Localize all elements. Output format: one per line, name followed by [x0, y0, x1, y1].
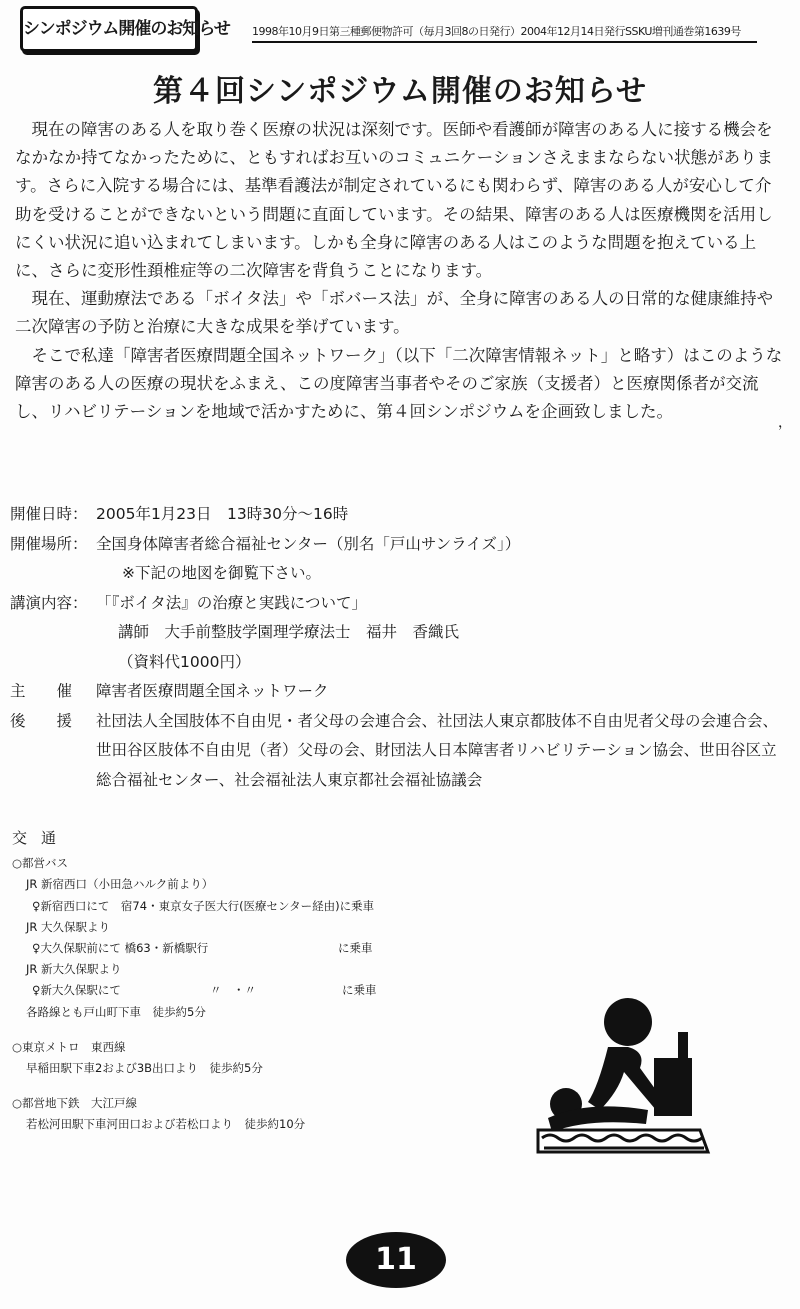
- metro-heading: ○東京メトロ 東西線: [12, 1039, 126, 1054]
- subway-heading: ○都営地下鉄 大江戸線: [12, 1096, 138, 1111]
- bus-stop-icon: ♀: [32, 898, 41, 913]
- host-label: 主 催: [10, 682, 73, 700]
- bus-route-text: 新大久保駅にて: [40, 983, 121, 998]
- event-details: [10, 500, 790, 795]
- page-number: 11: [346, 1232, 446, 1288]
- date-label: 開催日時：: [10, 505, 88, 523]
- bus-stop-icon: ♀: [32, 941, 41, 956]
- paragraph: そこで私達「障害者医療問題全国ネットワーク」（以下「二次障害情報ネット」と略す）はこのような障害のある人の医療の現状をふまえ、この度障害当事者やそのご家族（支援者）と医療関係者が交流し、リハビリテーションを地域で活かすために、第４回シンポジウムを企画致しました。: [15, 345, 783, 422]
- host-value: 障害者医療問題全国ネットワーク: [96, 682, 329, 700]
- place-value: 全国身体障害者総合福祉センター（別名「戸山サンライズ」）: [96, 534, 521, 553]
- bus-board: に乗車: [338, 941, 373, 956]
- fee: （資料代1000円）: [118, 652, 251, 671]
- bus-heading: ○都営バス: [12, 856, 69, 871]
- bus-from: JR 大久保駅より: [26, 919, 111, 934]
- subway-detail: 若松河田駅下車河田口および若松口より 徒歩約10分: [26, 1117, 306, 1132]
- paragraph: 現在の障害のある人を取り巻く医療の状況は深刻です。医師や看護師が障害のある人に接する機会をなかなか持てなかったために、ともすればお互いのコミュニケーションさえままならない状態があります。さらに入院する場合には、基準看護法が制定されているにも関わらず、障害のある人が安心して介助を受けることができないという問題に直面しています。その結果、障害のある人は医療機関を活用しにくい状況に追い込まれてしまいます。しかも全身に障害のある人はこのような問題を抱えている上に、さらに変形性頚椎症等の二次障害を背負うことになります。: [15, 120, 774, 281]
- intro-text: [15, 116, 785, 426]
- bus-from: JR 新宿西口（小田急ハルク前より）: [26, 877, 214, 892]
- transport-section: [12, 828, 432, 1136]
- bus-same: 〃 ・〃: [210, 983, 256, 998]
- bus-route: [12, 896, 432, 917]
- publication-info: 1998年10月9日第三種郵便物許可（毎月3回8の日発行）2004年12月14日発行SSKU増刊通巻第1639号: [252, 23, 757, 43]
- date-value: 2005年1月23日 13時30分～16時: [96, 505, 349, 523]
- lecture-value: 「『ボイタ法』の治療と実践について」: [96, 593, 367, 612]
- bus-route-text: 新宿西口にて 宿74・東京女子医大行(医療センター経由)に乗車: [40, 898, 375, 913]
- bus-stop-icon: ♀: [32, 983, 41, 998]
- lecturer: 講師 大手前整肢学園理学療法士 福井 香織氏: [118, 623, 460, 641]
- margin-mark: ，: [778, 415, 792, 431]
- bus-route: [12, 938, 432, 959]
- metro-detail: 早稲田駅下車2および3B出口より 徒歩約5分: [26, 1061, 263, 1076]
- bus-from: JR 新大久保駅より: [26, 962, 122, 977]
- paragraph: 現在、運動療法である「ボイタ法」や「ボバース法」が、全身に障害のある人の日常的な健康維持や二次障害の予防と治療に大きな成果を挙げています。: [15, 289, 774, 337]
- place-row: [10, 530, 790, 560]
- bus-walk: 各路線とも戸山町下車 徒歩約5分: [26, 1004, 206, 1019]
- bus-board: に乗車: [342, 983, 377, 998]
- support-label: 後 援: [10, 711, 73, 730]
- support-value: 社団法人全国肢体不自由児・者父母の会連合会、社団法人東京都肢体不自由児者父母の会連合会、世田谷区肢体不自由児（者）父母の会、財団法人日本障害者リハビリテーション協会、世田谷区立総合福祉センター、社会福祉法人東京都社会福祉協議会: [96, 711, 779, 789]
- bus-route: [12, 980, 432, 1001]
- page-title: 第４回シンポジウム開催のお知らせ: [152, 74, 648, 109]
- bus-route-text: 大久保駅前にて 橋63・新橋駅行: [40, 941, 209, 956]
- support-row: [10, 707, 790, 796]
- therapy-illustration: [528, 992, 728, 1172]
- lecture-row: [10, 589, 790, 619]
- date-row: [10, 500, 790, 530]
- lecture-label: 講演内容：: [10, 593, 88, 612]
- place-label: 開催場所：: [10, 534, 88, 553]
- host-row: [10, 677, 790, 707]
- transport-heading: 交通: [12, 829, 71, 847]
- place-note: ※下記の地図を御覧下さい。: [122, 564, 321, 582]
- section-tag: シンポジウム開催のお知らせ: [20, 6, 198, 52]
